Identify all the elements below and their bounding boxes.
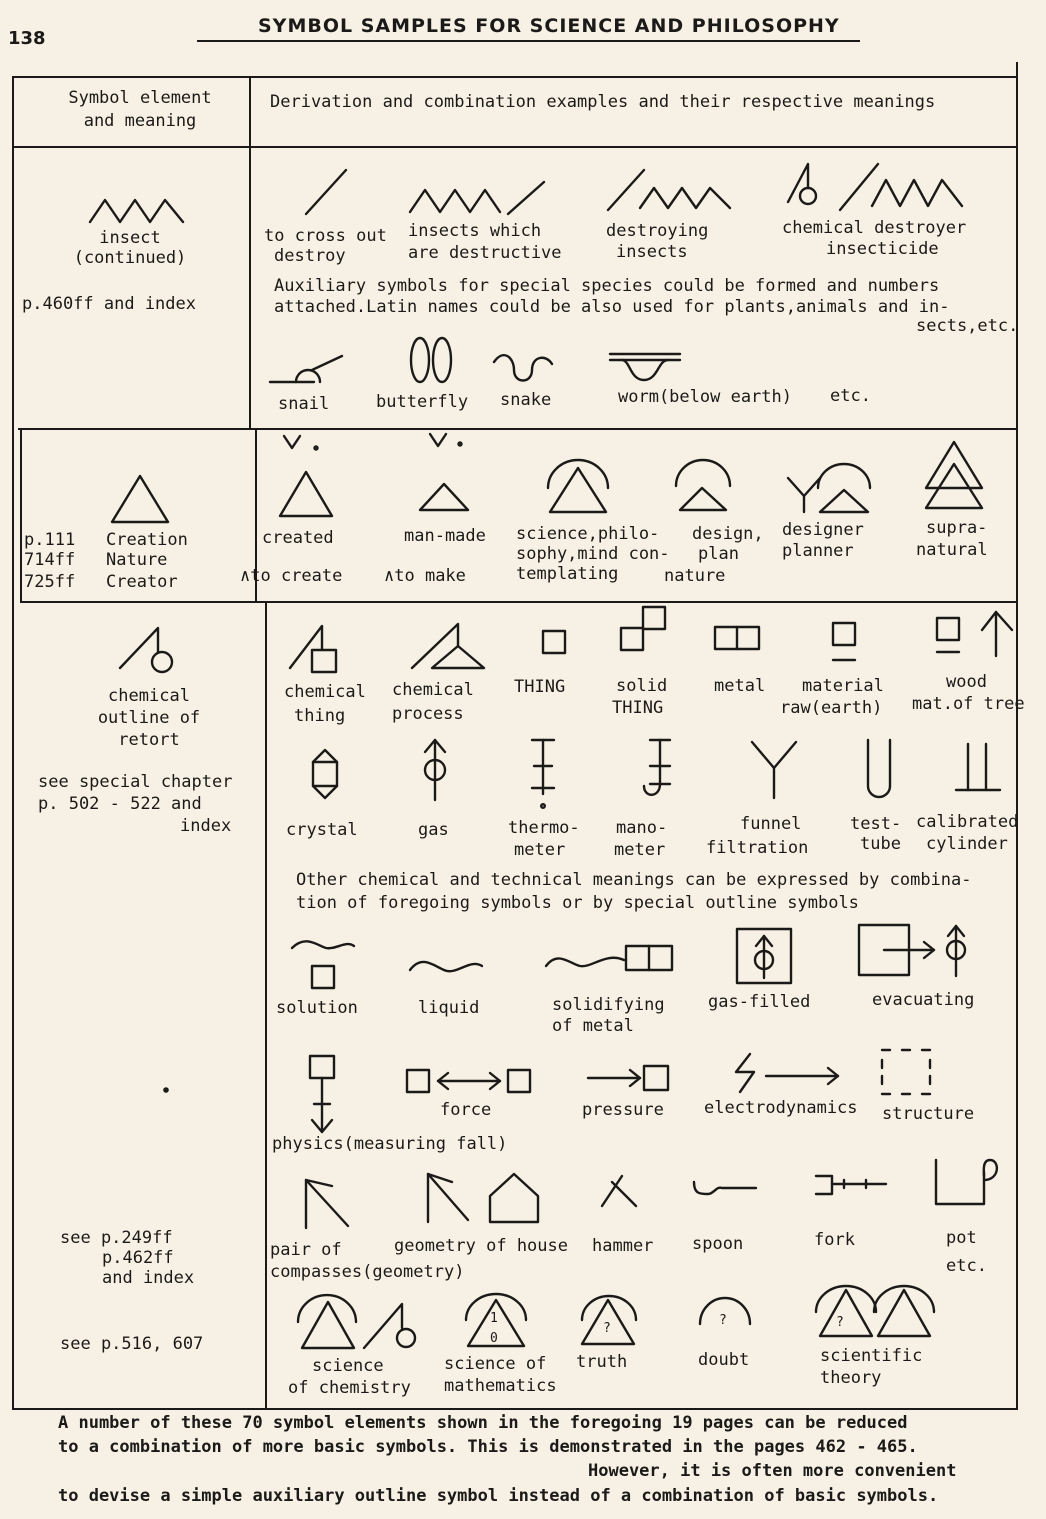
hammer-icon (598, 1172, 642, 1210)
test-tube-label-1: test- (850, 814, 902, 834)
crystal-icon (310, 748, 340, 802)
auxiliary-note-1: Auxiliary symbols for special species could be formed and numbers (274, 276, 940, 296)
geometry-ref-3: and index (102, 1268, 195, 1288)
test-tube-label-2: tube (860, 834, 901, 854)
science-label-3: templating (516, 564, 619, 584)
creation-ref-1: p.111 (24, 530, 76, 550)
stray-dot (162, 1086, 170, 1094)
science-label-1: science,philo- (516, 524, 660, 544)
auxiliary-note-3: sects,etc. (916, 316, 1019, 336)
question-glyph: ? (719, 1313, 727, 1328)
electrodynamics-label: electrodynamics (704, 1098, 858, 1118)
table-border-right (1016, 62, 1018, 1410)
chemistry-science-label-2: of chemistry (288, 1378, 411, 1398)
material-icon (830, 620, 860, 664)
solid-thing-icon (618, 604, 670, 654)
gas-icon (418, 736, 452, 802)
pressure-icon (584, 1062, 674, 1094)
house-geometry-icon (420, 1170, 546, 1226)
verb-create (240, 566, 342, 587)
solidifying-label-1: solidifying (552, 995, 665, 1015)
table-header-divider (12, 146, 1018, 148)
truth-icon (578, 1292, 640, 1348)
page-title: SYMBOL SAMPLES FOR SCIENCE AND PHILOSOPHY (258, 15, 840, 37)
chemical-ref-3: index (180, 816, 232, 836)
wood-label-1: wood (946, 672, 987, 692)
chemical-process-icon (410, 620, 490, 674)
header-left-line-1: Symbol element (68, 88, 212, 108)
insect-label-1: insect (99, 228, 161, 248)
science-ref: see p.516, 607 (60, 1334, 204, 1354)
chemical-process-label-1: chemical (392, 680, 474, 700)
cross-out-label-2: destroy (274, 246, 346, 266)
destroying-insects-icon (606, 168, 736, 214)
house-geometry-label: geometry of house (394, 1236, 568, 1256)
retort-label-1: chemical (108, 686, 190, 706)
auxiliary-note-2: attached.Latin names could be also used for plants,animals and in- (274, 297, 950, 317)
force-label: force (440, 1100, 492, 1120)
man-made-icon (416, 430, 478, 514)
fork-label: fork (814, 1230, 855, 1250)
fork-icon (810, 1170, 890, 1200)
snake-label: snake (500, 390, 552, 410)
theory-label-2: theory (820, 1368, 882, 1388)
calibrated-cylinder-icon (952, 740, 1004, 794)
man-made-label: man-made (404, 526, 486, 546)
snail-label: snail (278, 394, 330, 414)
chemical-thing-icon (288, 622, 352, 676)
question-glyph: ? (603, 1321, 611, 1336)
structure-icon (876, 1044, 938, 1100)
snail-icon (268, 352, 348, 386)
footer-line-1: A number of these 70 symbol elements shown in the foregoing 19 pages can be reduced (58, 1413, 908, 1433)
electrodynamics-icon (726, 1050, 848, 1096)
insecticide-icon (786, 158, 976, 214)
butterfly-icon (406, 334, 456, 386)
calibrated-cylinder-label-2: cylinder (926, 834, 1008, 854)
retort-label-3: retort (118, 730, 180, 750)
manometer-label-2: meter (614, 840, 666, 860)
chemical-thing-label-2: thing (294, 706, 346, 726)
pot-icon (932, 1156, 1004, 1208)
one-glyph: 1 (490, 1311, 498, 1326)
spoon-label: spoon (692, 1234, 744, 1254)
verb-make-text: to make (394, 566, 466, 586)
retort-label-2: outline of (97, 708, 201, 728)
zero-glyph: 0 (490, 1331, 498, 1346)
page-number: 138 (8, 28, 46, 49)
header-right: Derivation and combination examples and their respective meanings (270, 92, 936, 112)
butterfly-label: butterfly (376, 392, 469, 412)
chemistry-science-label-1: science (312, 1356, 384, 1376)
destroying-insects-label-1: destroying (606, 221, 709, 241)
wood-icon (934, 608, 1016, 660)
designer-icon (784, 458, 876, 514)
verb-make (384, 566, 466, 587)
thermometer-label-2: meter (514, 840, 566, 860)
material-label-1: material (802, 676, 884, 696)
designer-label-2: planner (782, 541, 854, 561)
liquid-icon (408, 954, 484, 982)
hammer-label: hammer (592, 1236, 654, 1256)
design-label-2: plan (698, 544, 739, 564)
scientific-theory-icon (812, 1284, 938, 1340)
measuring-fall-label: physics(measuring fall) (272, 1134, 508, 1154)
destructive-insects-icon (408, 180, 550, 216)
created-label: created (262, 528, 334, 548)
verb-create-text: to create (250, 566, 343, 586)
supranatural-label-2: natural (916, 540, 988, 560)
spoon-icon (690, 1176, 760, 1202)
table-border-bottom (12, 1408, 1018, 1410)
manometer-icon (634, 734, 676, 804)
structure-label: structure (882, 1104, 975, 1124)
combination-note-2: tion of foregoing symbols or by special outline symbols (296, 893, 859, 913)
creation-meaning-2: Nature (106, 550, 168, 570)
compasses-label-2: compasses(geometry) (270, 1262, 465, 1282)
footer-line-3: However, it is often more convenient (588, 1461, 957, 1481)
science-label-2: sophy,mind con- (516, 544, 670, 564)
mathematics-label-2: mathematics (444, 1376, 557, 1396)
design-label-1: design, (692, 524, 764, 544)
created-icon (276, 432, 338, 522)
destructive-insects-label-2: are destructive (408, 243, 562, 263)
test-tube-icon (862, 736, 896, 802)
funnel-icon (748, 738, 800, 800)
liquid-label: liquid (418, 998, 480, 1018)
thing-icon (540, 628, 570, 658)
solidifying-metal-icon (544, 942, 676, 978)
question-glyph: ? (836, 1315, 844, 1330)
thermometer-label-1: thermo- (508, 818, 580, 838)
funnel-label-2: filtration (706, 838, 809, 858)
doubt-icon (696, 1288, 754, 1328)
metal-label: metal (714, 676, 766, 696)
row2-left-border (20, 428, 22, 603)
force-icon (404, 1066, 536, 1100)
retort-icon (118, 622, 180, 676)
doubt-label: doubt (698, 1350, 750, 1370)
measuring-fall-icon (304, 1052, 344, 1138)
manometer-label-1: mano- (616, 818, 668, 838)
creation-ref-3: 725ff (24, 572, 76, 592)
caret-icon: ∧ (240, 566, 251, 586)
cross-out-icon (302, 166, 350, 218)
compasses-icon (296, 1176, 356, 1230)
column-divider-c (265, 603, 267, 1408)
gas-label: gas (418, 820, 449, 840)
supranatural-icon (922, 438, 986, 512)
table-border-left (12, 76, 14, 1410)
pot-label-1: pot (946, 1228, 977, 1248)
solid-thing-label-1: solid (616, 676, 668, 696)
evacuating-label: evacuating (872, 990, 975, 1010)
chemical-thing-label-1: chemical (284, 682, 366, 702)
evacuating-icon (856, 922, 972, 982)
row-divider-1 (18, 428, 1016, 430)
cross-out-label-1: to cross out (264, 226, 387, 246)
destructive-insects-label-1: insects which (408, 221, 542, 241)
destroying-insects-label-2: insects (616, 242, 688, 262)
pressure-label: pressure (582, 1100, 664, 1120)
pot-label-2: etc. (946, 1256, 987, 1276)
creation-meaning-1: Creation (106, 530, 188, 550)
design-icon (672, 458, 734, 514)
designer-label-1: designer (782, 520, 864, 540)
etc-label: etc. (830, 386, 871, 406)
caret-icon: ∧ (384, 566, 395, 586)
insecticide-label-1: chemical destroyer (782, 218, 967, 238)
compasses-label-1: pair of (270, 1240, 342, 1260)
row-divider-2 (20, 601, 1016, 603)
theory-label-1: scientific (820, 1346, 923, 1366)
design-label-3: nature (664, 566, 726, 586)
science-of-chemistry-icon (294, 1294, 430, 1354)
chemical-ref-2: p. 502 - 522 and (38, 794, 202, 814)
chemical-process-label-2: process (392, 704, 464, 724)
calibrated-cylinder-label-1: calibrated (916, 812, 1019, 832)
mathematics-label-1: science of (444, 1354, 547, 1374)
insect-ref: p.460ff and index (22, 294, 196, 314)
gas-filled-label: gas-filled (708, 992, 811, 1012)
chemical-ref-1: see special chapter (38, 772, 233, 792)
insect-label-2: (continued) (73, 248, 187, 268)
geometry-ref-2: p.462ff (102, 1248, 174, 1268)
creation-triangle-icon (110, 474, 170, 526)
science-of-mathematics-icon (462, 1292, 530, 1350)
header-left-line-2: and meaning (83, 111, 197, 131)
geometry-ref-1: see p.249ff (60, 1228, 173, 1248)
table-border-top (12, 76, 1018, 78)
truth-label: truth (576, 1352, 628, 1372)
footer-line-2: to a combination of more basic symbols. This is demonstrated in the pages 462 - 465. (58, 1437, 918, 1457)
crystal-label: crystal (286, 820, 358, 840)
wood-label-2: mat.of tree (912, 694, 1025, 714)
worm-icon (608, 350, 684, 384)
creation-meaning-3: Creator (106, 572, 178, 592)
gas-filled-icon (734, 926, 796, 988)
combination-note-1: Other chemical and technical meanings can be expressed by combina- (296, 870, 972, 890)
column-divider-a (249, 78, 251, 430)
insecticide-label-2: insecticide (826, 239, 939, 259)
solution-icon (290, 932, 356, 994)
worm-label: worm(below earth) (618, 387, 792, 407)
solution-label: solution (276, 998, 358, 1018)
metal-icon (712, 624, 764, 652)
solid-thing-label-2: THING (612, 698, 664, 718)
snake-icon (492, 354, 554, 384)
thing-label: THING (514, 677, 566, 697)
funnel-label-1: funnel (740, 814, 802, 834)
insect-icon (88, 196, 188, 226)
material-label-2: raw(earth) (780, 698, 883, 718)
creation-ref-2: 714ff (24, 550, 76, 570)
footer-line-4: to devise a simple auxiliary outline symbol instead of a combination of basic symbols. (58, 1486, 939, 1506)
science-icon (544, 456, 612, 516)
solidifying-label-2: of metal (552, 1016, 634, 1036)
title-underline (197, 40, 860, 42)
supranatural-label-1: supra- (926, 518, 988, 538)
thermometer-icon (526, 734, 560, 810)
